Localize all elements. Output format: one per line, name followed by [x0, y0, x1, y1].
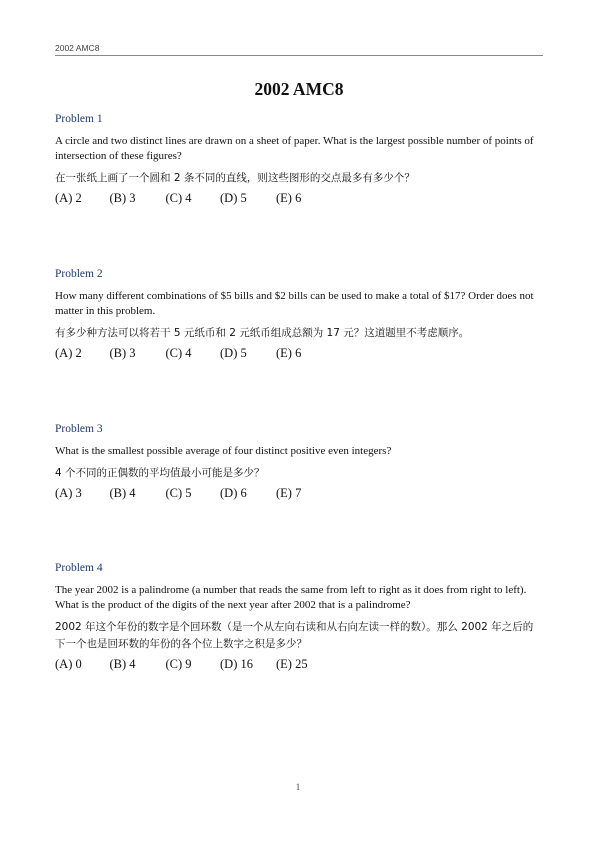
problem-title: Problem 3	[55, 423, 103, 435]
choice-a: (A) 0	[55, 657, 82, 671]
choice-b: (B) 3	[109, 346, 136, 360]
choice-e: (E) 7	[276, 486, 302, 500]
choice-d: (D) 16	[220, 657, 253, 671]
choice-a: (A) 2	[55, 191, 82, 205]
choice-b: (B) 4	[109, 657, 136, 671]
problem-text-chinese: 2002 年这个年份的数字是个回环数（是一个从左向右读和从右向左读一样的数）。那么 2002 年之后的下一个也是回环数的年份的各个位上数字之积是多少？	[55, 621, 534, 650]
choice-b: (B) 4	[109, 486, 136, 500]
choice-a: (A) 2	[55, 346, 82, 360]
choice-c: (C) 5	[165, 486, 192, 500]
answer-choices	[55, 346, 543, 361]
problem-title: Problem 2	[55, 268, 103, 280]
problem-text-chinese: 在一张纸上画了一个圆和 2 条不同的直线，则这些图形的交点最多有多少个？	[55, 172, 415, 184]
problem-text-chinese: 有多少种方法可以将若干 5 元纸币和 2 元纸币组成总额为 17 元？这道题里不考虑顺序。	[55, 327, 470, 339]
document-title: 2002 AMC8	[254, 79, 344, 99]
problem-4	[55, 562, 543, 672]
problem-text-chinese: 4 个不同的正偶数的平均值最小可能是多少？	[55, 467, 265, 479]
problem-title: Problem 1	[55, 113, 103, 125]
problem-title: Problem 4	[55, 562, 103, 574]
problem-text-english: What is the smallest possible average of four distinct positive even integers?	[55, 445, 392, 457]
problem-text-english: The year 2002 is a palindrome (a number that reads the same from left to right as it does from right to left). What is the product of the digits of the next year after 2002 that is a palindrome?	[55, 584, 527, 611]
choice-c: (C) 4	[165, 346, 192, 360]
choice-d: (D) 5	[220, 191, 247, 205]
answer-choices	[55, 657, 543, 672]
choice-e: (E) 6	[276, 191, 302, 205]
header-rule	[55, 55, 543, 56]
problem-2	[55, 268, 543, 361]
answer-choices	[55, 191, 543, 206]
problem-text-english: A circle and two distinct lines are drawn on a sheet of paper. What is the largest possible number of points of intersection of these figures?	[55, 135, 534, 162]
choice-b: (B) 3	[109, 191, 136, 205]
answer-choices	[55, 486, 543, 501]
problem-3	[55, 423, 543, 501]
choice-e: (E) 25	[276, 657, 308, 671]
choice-c: (C) 9	[165, 657, 192, 671]
choice-a: (A) 3	[55, 486, 82, 500]
problem-1	[55, 113, 543, 206]
choice-c: (C) 4	[165, 191, 192, 205]
choice-d: (D) 5	[220, 346, 247, 360]
choice-e: (E) 6	[276, 346, 302, 360]
running-header: 2002 AMC8	[55, 43, 100, 53]
problem-text-english: How many different combinations of $5 bills and $2 bills can be used to make a total of $17? Order does not matter in this problem.	[55, 290, 534, 317]
choice-d: (D) 6	[220, 486, 247, 500]
page-number: 1	[295, 782, 301, 792]
